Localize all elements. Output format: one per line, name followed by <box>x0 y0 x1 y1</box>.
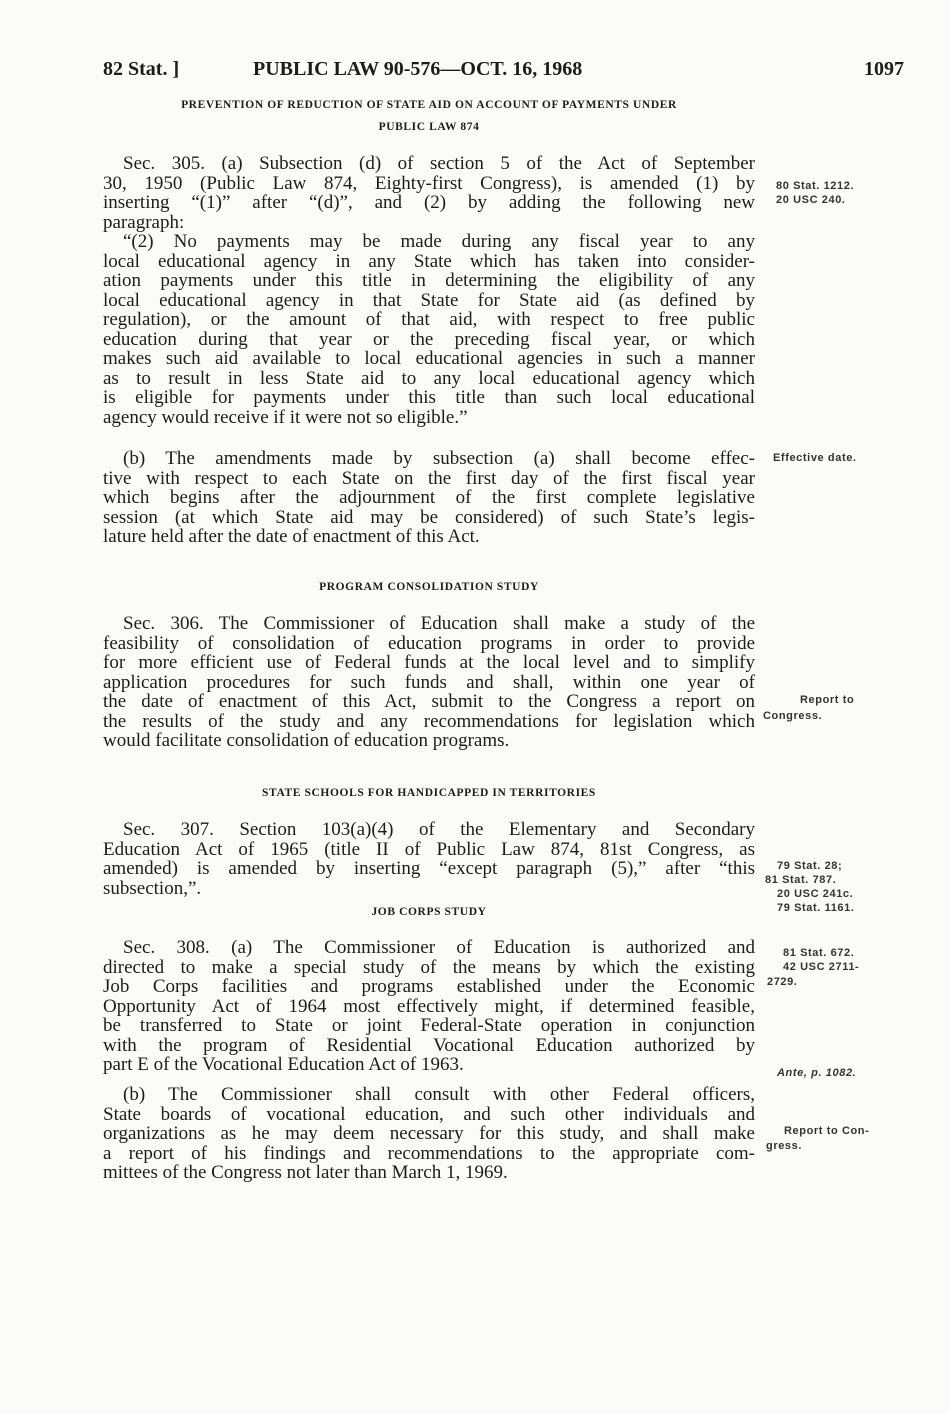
text-line: for more efficient use of Federal funds at the local level and to simplify <box>103 652 755 673</box>
text-line: (b) The Commissioner shall consult with other Federal officers, <box>123 1084 755 1105</box>
text-line: mittees of the Congress not later than March 1, 1969. <box>103 1162 508 1183</box>
text-line: the date of enactment of this Act, submit to the Congress a report on <box>103 691 755 712</box>
paragraph-sec-308-a <box>103 938 755 1075</box>
text-line: Education Act of 1965 (title II of Public Law 874, 81st Congress, as <box>103 838 755 860</box>
section-heading-line: PUBLIC LAW 874 <box>378 121 480 133</box>
margin-note: gress. <box>766 1140 803 1152</box>
text-line: feasibility of consolidation of education programs in order to provide <box>103 632 755 654</box>
text-line: the results of the study and any recommendations for legislation which <box>103 710 755 732</box>
text-line: Sec. 308. (a) The Commissioner of Education is authorized and <box>123 937 755 958</box>
text-line: paragraph: <box>103 211 185 233</box>
text-line: Sec. 307. Section 103(a)(4) of the Elementary and Secondary <box>123 819 755 840</box>
text-line: local educational agency in any State which has taken into consider- <box>103 250 755 272</box>
text-line: ation payments under this title in determining the eligibility of any <box>103 270 755 291</box>
header-title: PUBLIC LAW 90-576—OCT. 16, 1968 <box>253 58 583 80</box>
text-line: amended) is amended by inserting “except paragraph (5),” after “this <box>103 858 755 879</box>
paragraph-sec-308-b <box>103 1085 755 1183</box>
section-heading <box>103 901 755 923</box>
paragraph-sec-307 <box>103 820 755 898</box>
section-heading <box>103 94 755 138</box>
text-line: State boards of vocational education, and such other individuals and <box>103 1103 755 1125</box>
margin-note: 80 Stat. 1212. <box>776 180 855 192</box>
text-line: agency would receive if it were not so eligible.” <box>103 406 468 428</box>
text-line: (b) The amendments made by subsection (a) shall become effec- <box>123 448 755 469</box>
page-number: 1097 <box>864 58 904 80</box>
text-line: “(2) No payments may be made during any fiscal year to any <box>123 231 755 252</box>
text-line: Sec. 306. The Commissioner of Education shall make a study of the <box>123 613 755 634</box>
text-line: application procedures for such funds and shall, within one year of <box>103 671 755 693</box>
section-heading <box>103 782 755 804</box>
section-heading-line: JOB CORPS STUDY <box>371 906 487 918</box>
header-stat-ref: 82 Stat. ] <box>103 58 180 80</box>
paragraph-sec-306 <box>103 614 755 751</box>
text-line: session (at which State aid may be considered) of such State’s legis- <box>103 506 755 528</box>
text-line: would facilitate consolidation of education programs. <box>103 730 510 751</box>
text-line: as to result in less State aid to any local educational agency which <box>103 367 755 389</box>
text-line: regulation), or the amount of that aid, with respect to free public <box>103 309 755 330</box>
text-line: local educational agency in that State for State aid (as defined by <box>103 289 755 311</box>
section-heading-line: PREVENTION OF REDUCTION OF STATE AID ON ACCOUNT OF PAYMENTS UNDER <box>181 99 677 111</box>
text-line: directed to make a special study of the means by which the existing <box>103 956 755 978</box>
text-line: 30, 1950 (Public Law 874, Eighty-first Congress), is amended (1) by <box>103 172 755 194</box>
margin-note: 81 Stat. 787. <box>765 874 837 886</box>
text-line: part E of the Vocational Education Act of 1963. <box>103 1054 464 1075</box>
margin-note: 81 Stat. 672. <box>783 947 855 959</box>
margin-note: 2729. <box>767 976 798 988</box>
text-line: tive with respect to each State on the first day of the first fiscal year <box>103 467 755 489</box>
section-heading-line: PROGRAM CONSOLIDATION STUDY <box>319 581 539 593</box>
text-line: Sec. 305. (a) Subsection (d) of section 5 of the Act of September <box>123 153 755 174</box>
text-line: Opportunity Act of 1964 most effectively might, if determined feasible, <box>103 995 755 1017</box>
margin-note: Effective date. <box>773 452 857 464</box>
text-line: a report of his findings and recommendations to the appropriate com- <box>103 1142 755 1164</box>
text-line: inserting “(1)” after “(d)”, and (2) by adding the following new <box>103 192 755 213</box>
text-line: which begins after the adjournment of the first complete legislative <box>103 487 755 508</box>
text-line: subsection,”. <box>103 877 202 899</box>
text-line: be transferred to State or joint Federal-State operation in conjunction <box>103 1015 755 1036</box>
paragraph-sec-305-b <box>103 449 755 547</box>
text-line: with the program of Residential Vocational Education authorized by <box>103 1034 755 1056</box>
paragraph-sec-305-a <box>103 154 755 427</box>
text-line: education during that year or the preceding fiscal year, or which <box>103 328 755 350</box>
text-line: organizations as he may deem necessary for this study, and shall make <box>103 1123 755 1144</box>
text-line: lature held after the date of enactment of this Act. <box>103 526 480 547</box>
section-heading <box>103 576 755 598</box>
section-heading-line: STATE SCHOOLS FOR HANDICAPPED IN TERRITORIES <box>262 787 596 799</box>
margin-note: 42 USC 2711- <box>783 961 860 973</box>
margin-note: 79 Stat. 1161. <box>777 902 855 914</box>
margin-note: 20 USC 240. <box>776 194 846 206</box>
margin-note: 79 Stat. 28; <box>777 860 843 872</box>
text-line: is eligible for payments under this title than such local educational <box>103 387 755 408</box>
margin-note: Report to <box>800 694 855 706</box>
margin-note: Report to Con- <box>784 1125 870 1137</box>
text-line: makes such aid available to local educational agencies in such a manner <box>103 348 755 369</box>
margin-note: Congress. <box>763 710 823 722</box>
text-line: Job Corps facilities and programs established under the Economic <box>103 976 755 997</box>
margin-note: Ante, p. 1082. <box>777 1067 857 1079</box>
margin-note: 20 USC 241c. <box>777 888 854 900</box>
